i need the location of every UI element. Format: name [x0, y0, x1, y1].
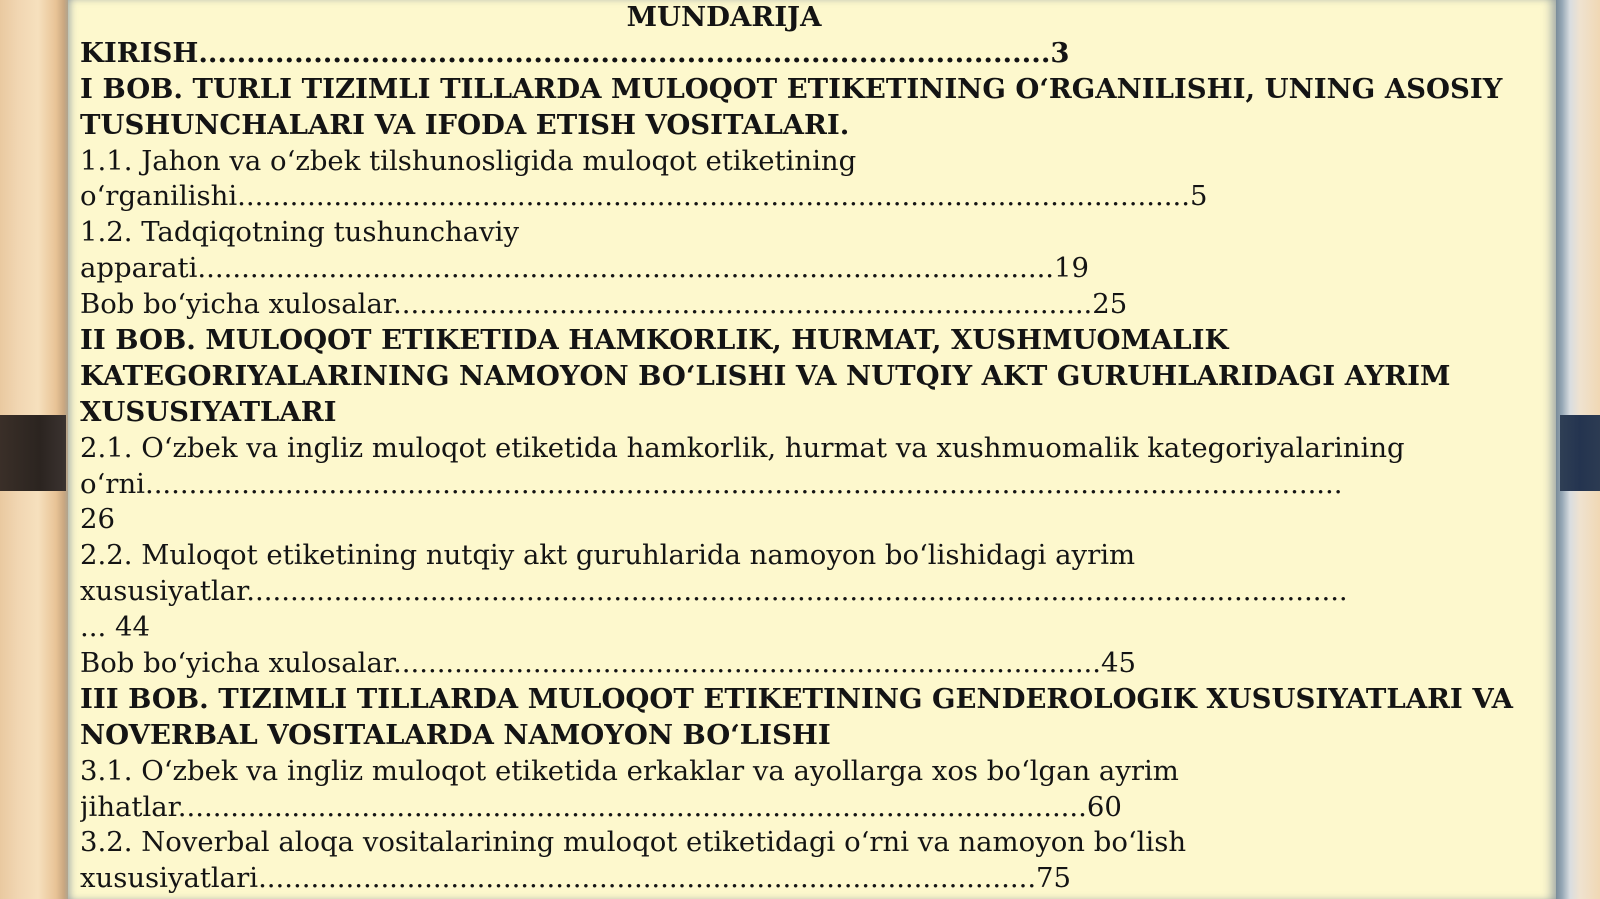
- toc-line: III BOB. TIZIMLI TILLARDA MULOQOT ETIKETINING GENDEROLOGIK XUSUSIYATLARI VA: [80, 682, 1513, 715]
- toc-line: ... 44: [80, 611, 150, 644]
- toc-line: oʻrni.........................................................................................................................................: [80, 467, 1343, 500]
- toc-line: NOVERBAL VOSITALARDA NAMOYON BOʻLISHI: [80, 718, 831, 751]
- toc-line: 1.2. Tadqiqotning tushunchaviy: [80, 216, 519, 249]
- toc-line: xususiyatlari.........................................................................................75: [80, 862, 1072, 895]
- toc-title: MUNDARIJA: [626, 1, 822, 33]
- toc-line: 26: [80, 503, 115, 536]
- toc-line: 2.1. Oʻzbek va ingliz muloqot etiketida hamkorlik, hurmat va xushmuomalik kategoriyalarining: [80, 431, 1405, 464]
- toc-line: KATEGORIYALARINING NAMOYON BOʻLISHI VA NUTQIY AKT GURUHLARIDAGI AYRIM: [80, 359, 1451, 392]
- toc-line: oʻrganilishi.............................................................................................................5: [80, 180, 1208, 213]
- toc-line: xususiyatlar..............................................................................................................................: [80, 575, 1348, 608]
- toc-line: apparati..................................................................................................19: [80, 252, 1090, 285]
- toc-line: Bob boʻyicha xulosalar................................................................................25: [80, 288, 1128, 321]
- toc-line: KIRISH.........................................................................................3: [80, 36, 1070, 69]
- toc-line: Bob boʻyicha xulosalar.................................................................................45: [80, 647, 1137, 680]
- right-dark-band: [1560, 415, 1600, 491]
- toc-line: I BOB. TURLI TIZIMLI TILLARDA MULOQOT ETIKETINING OʻRGANILISHI, UNING ASOSIY: [80, 72, 1503, 105]
- toc-line: II BOB. MULOQOT ETIKETIDA HAMKORLIK, HURMAT, XUSHMUOMALIK: [80, 324, 1229, 357]
- table-of-contents: [80, 0, 1540, 897]
- toc-line: 3.2. Noverbal aloqa vositalarining muloqot etiketidagi oʻrni va namoyon boʻlish: [80, 826, 1187, 859]
- toc-line: XUSUSIYATLARI: [80, 395, 337, 428]
- toc-line: 2.2. Muloqot etiketining nutqiy akt guruhlarida namoyon boʻlishidagi ayrim: [80, 539, 1136, 572]
- left-dark-band: [0, 415, 66, 491]
- toc-line: 3.1. Oʻzbek va ingliz muloqot etiketida erkaklar va ayollarga xos boʻlgan ayrim: [80, 754, 1179, 787]
- toc-line: jihatlar........................................................................................................60: [80, 790, 1122, 823]
- toc-line: 1.1. Jahon va oʻzbek tilshunosligida muloqot etiketining: [80, 144, 857, 177]
- toc-line: TUSHUNCHALARI VA IFODA ETISH VOSITALARI.: [80, 108, 850, 141]
